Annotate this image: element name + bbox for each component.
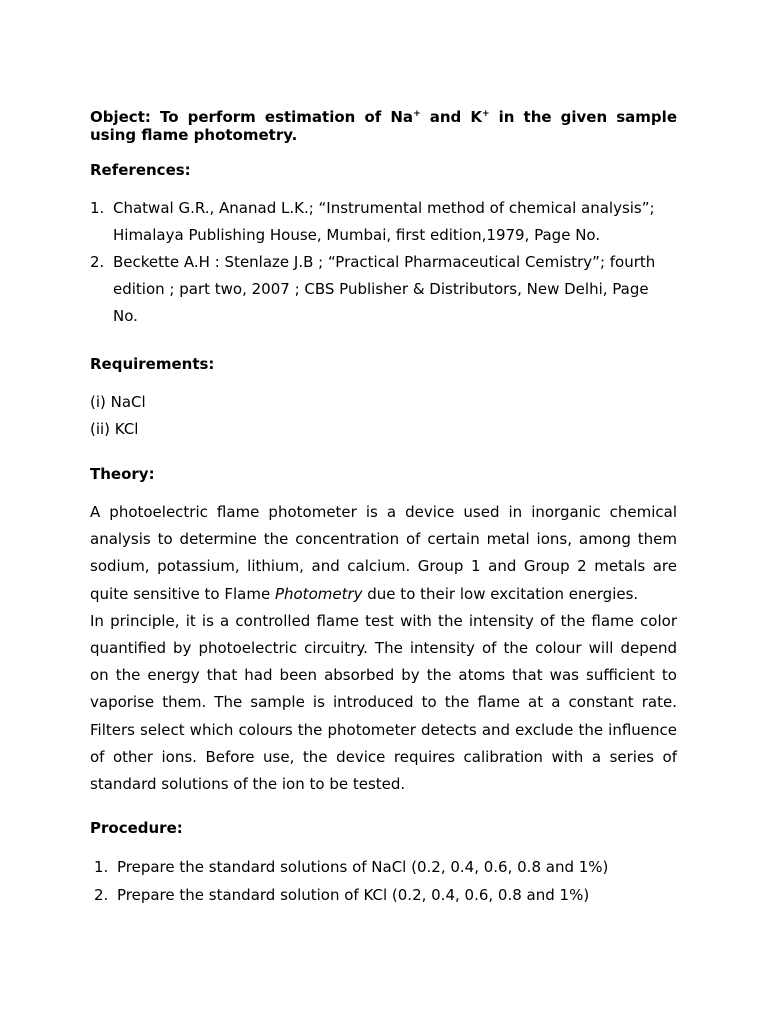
procedure-list xyxy=(90,853,677,909)
theory-heading: Theory: xyxy=(90,465,155,483)
k-superscript: + xyxy=(481,109,490,119)
requirements-heading: Requirements: xyxy=(90,355,215,373)
procedure-step-text: Prepare the standard solutions of NaCl (0.2, 0.4, 0.6, 0.8 and 1%) xyxy=(117,858,609,877)
reference-text: Beckette A.H : Stenlaze J.B ; “Practical Pharmaceutical Cemistry”; fourth edition ; part two, 2007 ; CBS Publisher & Distributors, New Delhi, Page No. xyxy=(113,253,656,325)
photometry-italic: Photometry xyxy=(274,584,363,603)
procedure-step-number: 2. xyxy=(94,886,109,905)
procedure-step xyxy=(90,881,677,909)
reference-item xyxy=(90,195,677,249)
object-text-na: To perform estimation of Na xyxy=(159,108,414,126)
reference-text: Chatwal G.R., Ananad L.K.; “Instrumental method of chemical analysis”; Himalaya Publishing House, Mumbai, first edition,1979, Page No. xyxy=(113,199,655,244)
object-text-k: and K xyxy=(420,108,482,126)
requirement-item: (i) NaCl xyxy=(90,393,146,411)
theory-paragraph-1 xyxy=(90,499,677,608)
procedure-step xyxy=(90,853,677,881)
object-label: Object: xyxy=(90,108,151,126)
references-list xyxy=(90,195,677,330)
object-statement xyxy=(90,108,677,144)
references-heading: References: xyxy=(90,161,191,179)
requirements-list xyxy=(90,389,677,443)
reference-item xyxy=(90,249,677,330)
document-page xyxy=(90,108,677,909)
reference-number: 2. xyxy=(90,253,105,271)
reference-number: 1. xyxy=(90,199,105,217)
theory-paragraph-2: In principle, it is a controlled flame test with the intensity of the flame color quantified by photoelectric circuitry. The intensity of the colour will depend on the energy that had been absorbed by the atoms that was sufficient to vaporise them. The sample is introduced to the flame at a constant rate. Filters select which colours the photometer detects and exclude the influence of other ions. Before use, the device requires calibration with a series of standard solutions of the ion to be tested. xyxy=(90,611,677,794)
procedure-step-number: 1. xyxy=(94,858,109,877)
theory-text: A photoelectric flame photometer is a device used in inorganic chemical analysis to determine the concentration of certain metal ions, among them sodium, potassium, lithium, and calcium. Group 1 and Group 2 metals are quite sensitive to Flame xyxy=(90,503,677,603)
na-superscript: + xyxy=(413,109,421,119)
theory-text: due to their low excitation energies. xyxy=(362,584,639,603)
requirement-item: (ii) KCl xyxy=(90,420,139,438)
theory-body xyxy=(90,499,677,798)
object-text-rest: in the given sample using flame photometry. xyxy=(90,108,677,144)
procedure-heading: Procedure: xyxy=(90,819,183,838)
procedure-step-text: Prepare the standard solution of KCl (0.2, 0.4, 0.6, 0.8 and 1%) xyxy=(117,886,590,905)
